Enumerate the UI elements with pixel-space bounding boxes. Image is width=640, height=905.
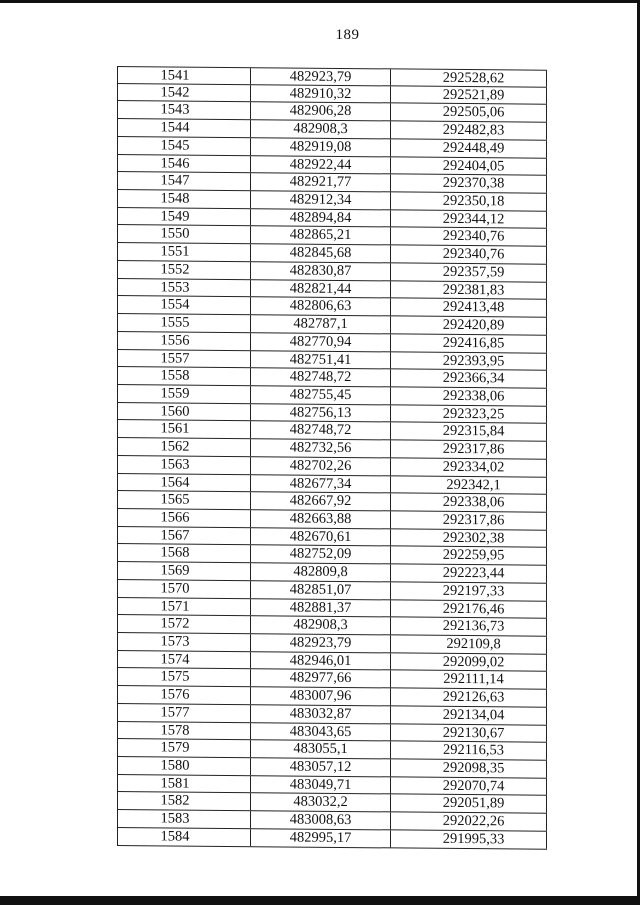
- point-number-cell: 1572: [117, 615, 250, 633]
- y-coordinate-cell: 292370,38: [390, 175, 547, 193]
- x-coordinate-cell: 482946,01: [250, 652, 390, 670]
- x-coordinate-cell: 482845,68: [250, 244, 390, 262]
- x-coordinate-cell: 482921,77: [250, 173, 390, 191]
- x-coordinate-cell: 482830,87: [250, 262, 390, 280]
- point-number-cell: 1576: [117, 686, 250, 704]
- point-number-cell: 1568: [117, 544, 250, 562]
- x-coordinate-cell: 482912,34: [250, 191, 390, 209]
- x-coordinate-cell: 482663,88: [250, 510, 390, 528]
- scan-border-top: [0, 0, 640, 3]
- y-coordinate-cell: 292116,53: [390, 742, 547, 760]
- point-number-cell: 1555: [117, 314, 250, 332]
- x-coordinate-cell: 482977,66: [250, 670, 390, 688]
- y-coordinate-cell: 292357,59: [390, 263, 547, 281]
- x-coordinate-cell: 482756,13: [250, 404, 390, 422]
- point-number-cell: 1569: [117, 562, 250, 580]
- point-number-cell: 1566: [117, 509, 250, 527]
- point-number-cell: 1547: [117, 172, 250, 190]
- x-coordinate-cell: 482677,34: [250, 475, 390, 493]
- x-coordinate-cell: 483008,63: [250, 811, 390, 829]
- x-coordinate-cell: 483032,87: [250, 705, 390, 723]
- x-coordinate-cell: 482906,28: [250, 103, 390, 121]
- x-coordinate-cell: 482894,84: [250, 209, 390, 227]
- x-coordinate-cell: 482922,44: [250, 156, 390, 174]
- x-coordinate-cell: 482667,92: [250, 492, 390, 510]
- y-coordinate-cell: 292521,89: [390, 86, 547, 104]
- x-coordinate-cell: 482851,07: [250, 581, 390, 599]
- point-number-cell: 1584: [117, 828, 250, 846]
- y-coordinate-cell: 292197,33: [390, 582, 547, 600]
- x-coordinate-cell: 482821,44: [250, 280, 390, 298]
- y-coordinate-cell: 292340,76: [390, 228, 547, 246]
- y-coordinate-cell: 292022,26: [390, 813, 547, 831]
- point-number-cell: 1577: [117, 704, 250, 722]
- x-coordinate-cell: 482670,61: [250, 528, 390, 546]
- y-coordinate-cell: 292126,63: [390, 689, 547, 707]
- point-number-cell: 1563: [117, 456, 250, 474]
- y-coordinate-cell: 292420,89: [390, 316, 547, 334]
- x-coordinate-cell: 482865,21: [250, 227, 390, 245]
- y-coordinate-cell: 292109,8: [390, 635, 547, 653]
- point-number-cell: 1541: [117, 67, 250, 84]
- x-coordinate-cell: 482732,56: [250, 439, 390, 457]
- y-coordinate-cell: 292413,48: [390, 299, 547, 317]
- x-coordinate-cell: 482995,17: [250, 829, 390, 847]
- y-coordinate-cell: 292416,85: [390, 334, 547, 352]
- x-coordinate-cell: 483057,12: [250, 758, 390, 776]
- y-coordinate-cell: 292366,34: [390, 370, 547, 388]
- point-number-cell: 1567: [117, 527, 250, 545]
- y-coordinate-cell: 292381,83: [390, 281, 547, 299]
- point-number-cell: 1559: [117, 385, 250, 403]
- x-coordinate-cell: 482908,3: [250, 120, 390, 138]
- x-coordinate-cell: 482752,09: [250, 546, 390, 564]
- point-number-cell: 1579: [117, 739, 250, 757]
- y-coordinate-cell: 292393,95: [390, 352, 547, 370]
- x-coordinate-cell: 482881,37: [250, 599, 390, 617]
- x-coordinate-cell: 482770,94: [250, 333, 390, 351]
- y-coordinate-cell: 292134,04: [390, 706, 547, 724]
- y-coordinate-cell: 292505,06: [390, 104, 547, 122]
- x-coordinate-cell: 482923,79: [250, 634, 390, 652]
- point-number-cell: 1553: [117, 279, 250, 297]
- y-coordinate-cell: 292070,74: [390, 777, 547, 795]
- point-number-cell: 1564: [117, 474, 250, 492]
- point-number-cell: 1542: [117, 84, 250, 102]
- y-coordinate-cell: 292051,89: [390, 795, 547, 813]
- y-coordinate-cell: 292350,18: [390, 192, 547, 210]
- x-coordinate-cell: 482755,45: [250, 386, 390, 404]
- point-number-cell: 1552: [117, 261, 250, 279]
- coordinates-table: [117, 66, 547, 849]
- point-number-cell: 1570: [117, 580, 250, 598]
- page-number: 189: [335, 27, 360, 43]
- point-number-cell: 1583: [117, 810, 250, 828]
- x-coordinate-cell: 483049,71: [250, 776, 390, 794]
- x-coordinate-cell: 482910,32: [250, 85, 390, 103]
- y-coordinate-cell: 292098,35: [390, 759, 547, 777]
- point-number-cell: 1554: [117, 296, 250, 314]
- point-number-cell: 1562: [117, 438, 250, 456]
- point-number-cell: 1581: [117, 775, 250, 793]
- x-coordinate-cell: 482923,79: [250, 68, 390, 85]
- y-coordinate-cell: 292334,02: [390, 458, 547, 476]
- point-number-cell: 1556: [117, 332, 250, 350]
- y-coordinate-cell: 292259,95: [390, 547, 547, 565]
- x-coordinate-cell: 482702,26: [250, 457, 390, 475]
- y-coordinate-cell: 292315,84: [390, 423, 547, 441]
- point-number-cell: 1546: [117, 155, 250, 173]
- point-number-cell: 1560: [117, 403, 250, 421]
- y-coordinate-cell: 292448,49: [390, 139, 547, 157]
- y-coordinate-cell: 292482,83: [390, 122, 547, 140]
- y-coordinate-cell: 292404,05: [390, 157, 547, 175]
- x-coordinate-cell: 482751,41: [250, 351, 390, 369]
- y-coordinate-cell: 292223,44: [390, 565, 547, 583]
- x-coordinate-cell: 482787,1: [250, 315, 390, 333]
- y-coordinate-cell: 292176,46: [390, 600, 547, 618]
- y-coordinate-cell: 292338,06: [390, 387, 547, 405]
- x-coordinate-cell: 482748,72: [250, 422, 390, 440]
- x-coordinate-cell: 483007,96: [250, 687, 390, 705]
- y-coordinate-cell: 292130,67: [390, 724, 547, 742]
- x-coordinate-cell: 483055,1: [250, 740, 390, 758]
- x-coordinate-cell: 483043,65: [250, 723, 390, 741]
- y-coordinate-cell: 292340,76: [390, 246, 547, 264]
- point-number-cell: 1550: [117, 225, 250, 243]
- y-coordinate-cell: 292338,06: [390, 494, 547, 512]
- point-number-cell: 1578: [117, 722, 250, 740]
- x-coordinate-cell: 482809,8: [250, 563, 390, 581]
- y-coordinate-cell: 292344,12: [390, 210, 547, 228]
- x-coordinate-cell: 482908,3: [250, 616, 390, 634]
- y-coordinate-cell: 292317,86: [390, 440, 547, 458]
- y-coordinate-cell: 292099,02: [390, 653, 547, 671]
- point-number-cell: 1582: [117, 792, 250, 810]
- point-number-cell: 1561: [117, 420, 250, 438]
- scan-border-bottom: [0, 896, 640, 905]
- y-coordinate-cell: 291995,33: [390, 830, 547, 848]
- point-number-cell: 1565: [117, 491, 250, 509]
- y-coordinate-cell: 292323,25: [390, 405, 547, 423]
- y-coordinate-cell: 292317,86: [390, 511, 547, 529]
- point-number-cell: 1558: [117, 367, 250, 385]
- point-number-cell: 1548: [117, 190, 250, 208]
- y-coordinate-cell: 292302,38: [390, 529, 547, 547]
- x-coordinate-cell: 482919,08: [250, 138, 390, 156]
- y-coordinate-cell: 292111,14: [390, 671, 547, 689]
- point-number-cell: 1574: [117, 651, 250, 669]
- point-number-cell: 1551: [117, 243, 250, 261]
- point-number-cell: 1580: [117, 757, 250, 775]
- point-number-cell: 1557: [117, 350, 250, 368]
- table-row: [117, 828, 547, 849]
- point-number-cell: 1549: [117, 208, 250, 226]
- y-coordinate-cell: 292342,1: [390, 476, 547, 494]
- point-number-cell: 1571: [117, 598, 250, 616]
- point-number-cell: 1575: [117, 668, 250, 686]
- x-coordinate-cell: 482806,63: [250, 298, 390, 316]
- y-coordinate-cell: 292528,62: [390, 69, 547, 86]
- y-coordinate-cell: 292136,73: [390, 618, 547, 636]
- point-number-cell: 1544: [117, 119, 250, 137]
- x-coordinate-cell: 482748,72: [250, 368, 390, 386]
- point-number-cell: 1545: [117, 137, 250, 155]
- point-number-cell: 1543: [117, 101, 250, 119]
- x-coordinate-cell: 483032,2: [250, 794, 390, 812]
- point-number-cell: 1573: [117, 633, 250, 651]
